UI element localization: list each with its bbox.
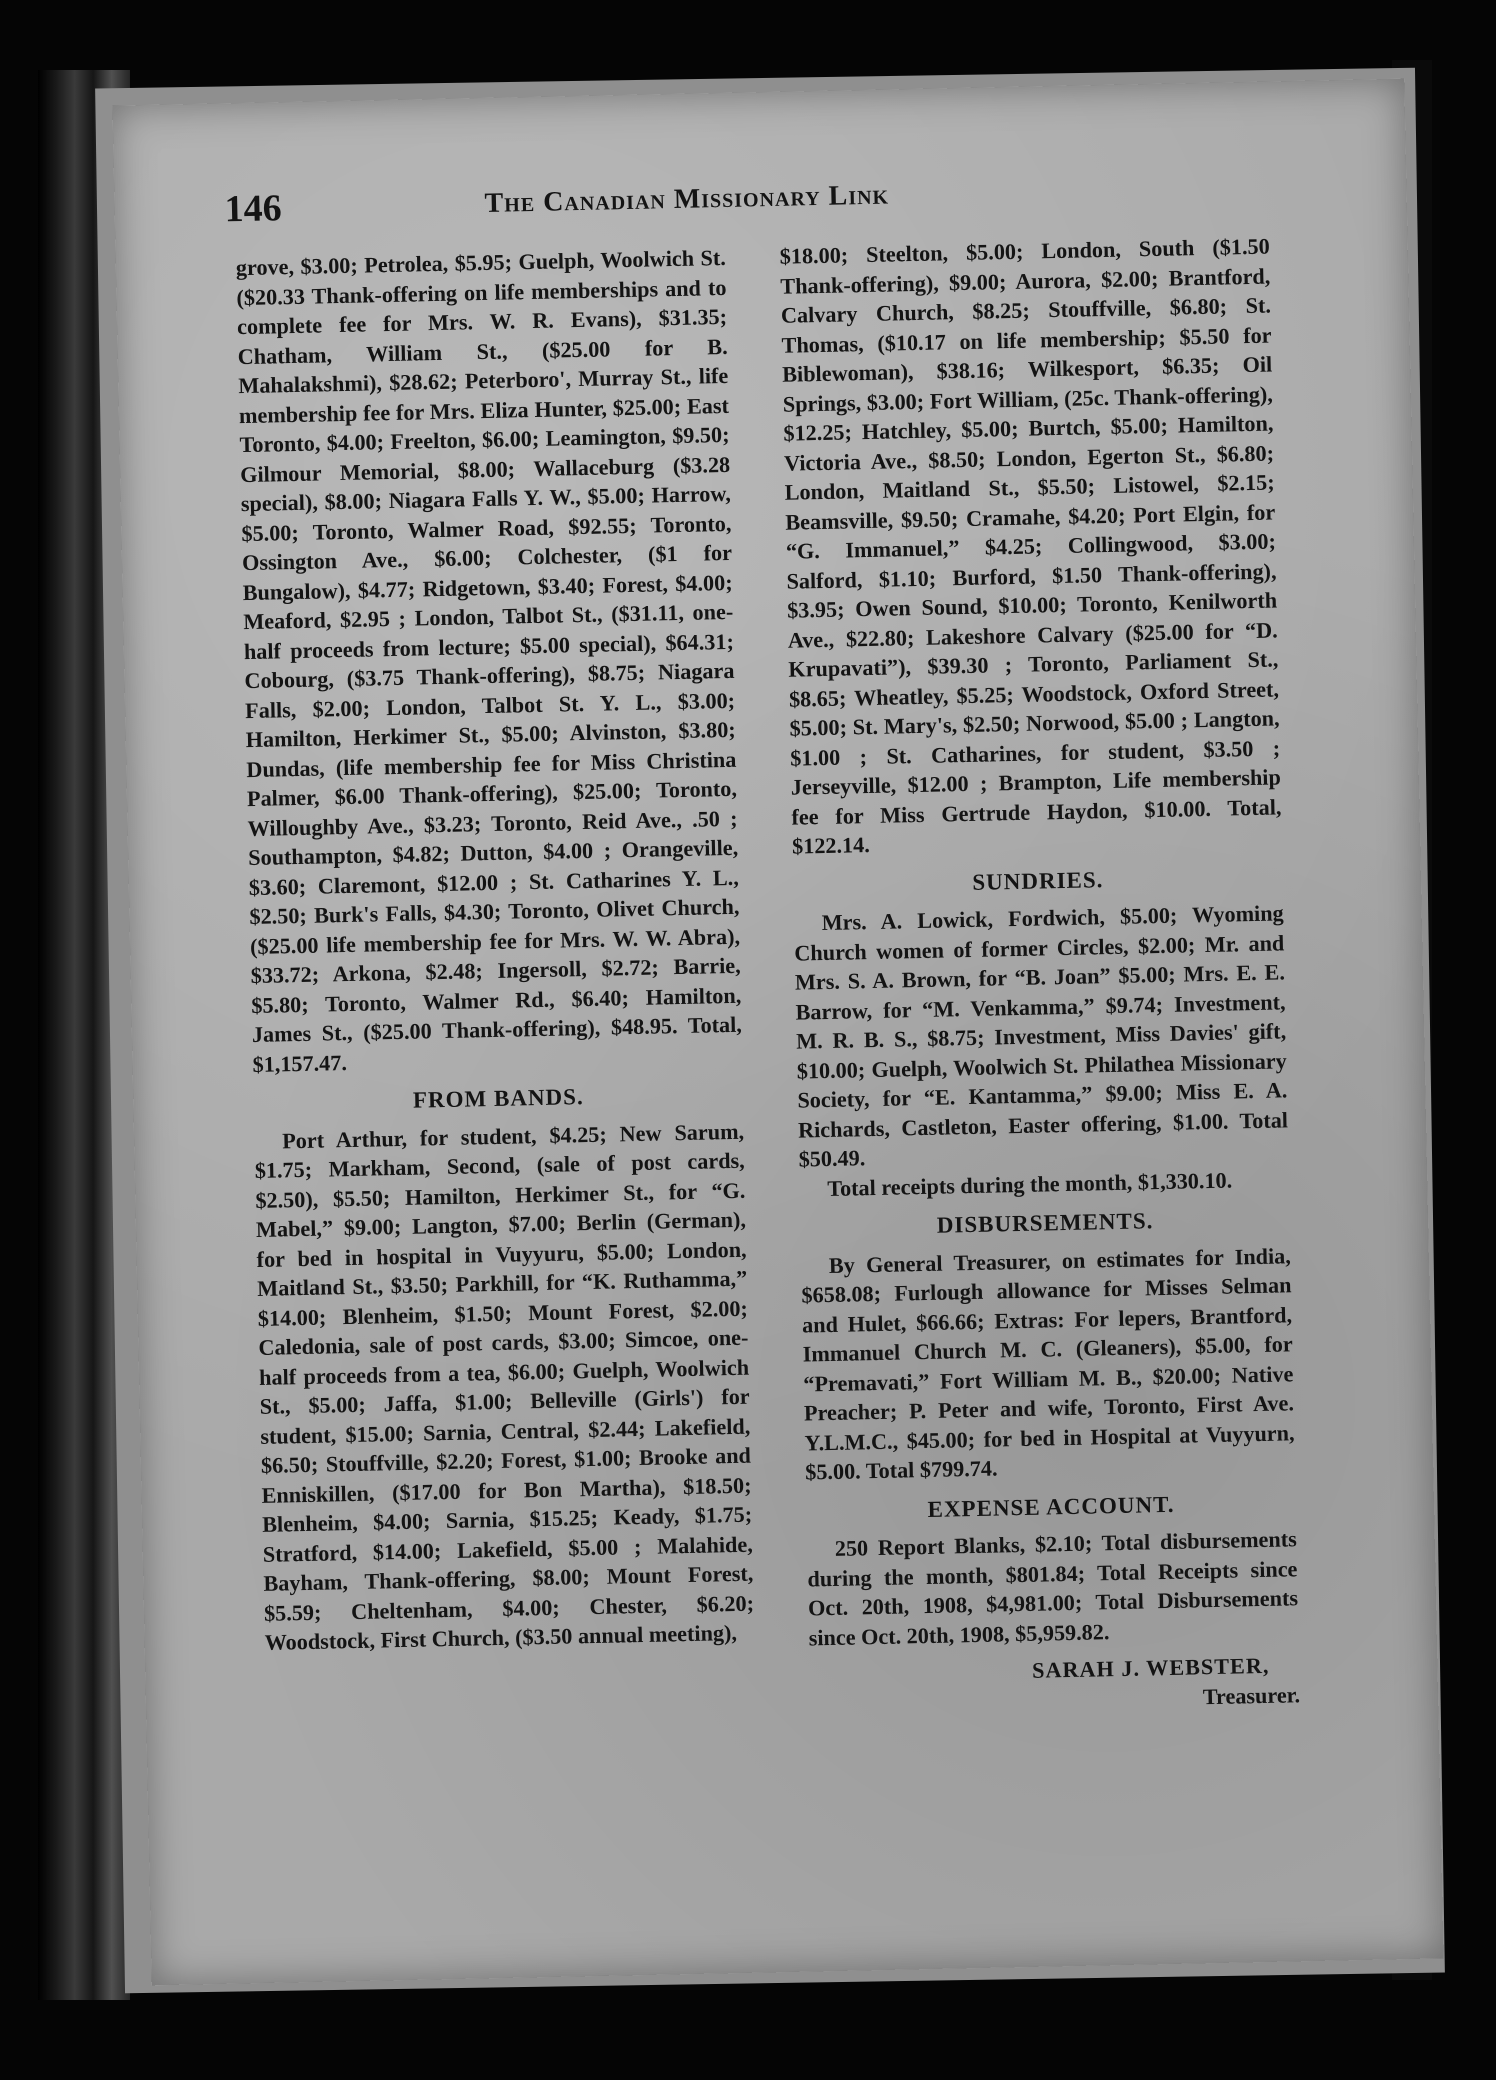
section-heading-sundries: SUNDRIES.: [972, 866, 1104, 895]
paragraph: By General Treasurer, on estimates for India, $658.08; Furlough allowance for Misses Selman and Hulet, $66.66; Extras: For lepers, Brantford, Immanuel Church M. C. (Gleaners), $5.00, for “Premavati,” Fort William M. B., $20.00; Native Preacher; P. Peter and wife, Toronto, First Ave. Y.L.M.C., $45.00; for bed in Hospital at Vuyyurn, $5.00. Total $799.74.: [801, 1242, 1295, 1485]
paragraph: grove, $3.00; Petrolea, $5.95; Guelph, Woolwich St. ($20.33 Thank-offering on life memberships and to complete fee for Mrs. W. R. Evans), $31.35; Chatham, William St., ($25.00 for B. Mahalakshmi), $28.62; Peterboro', Murray St., life membership fee for Mrs. Eliza Hunter, $25.00; East Toronto, $4.00; Freelton, $6.00; Leamington, $9.50; Gilmour Memorial, $8.00; Wallaceburg ($3.28 special), $8.00; Niagara Falls Y. W., $5.00; Harrow, $5.00; Toronto, Walmer Road, $92.55; Toronto, Ossington Ave., $6.00; Colchester, ($1 for Bungalow), $4.77; Ridgetown, $3.40; Forest, $4.00; Meaford, $2.95 ; London, Talbot St., ($31.11, one-half proceeds from lecture; $5.00 special), $64.31; Cobourg, ($3.75 Thank-offering), $8.75; Niagara Falls, $2.00; London, Talbot St. Y. L., $3.00; Hamilton, Herkimer St., $5.00; Alvinston, $3.80; Dundas, (life membership fee for Miss Christina Palmer, $6.00 Thank-offering), $25.00; Toronto, Willoughby Ave., $3.23; Toronto, Reid Ave., .50 ; Southampton, $4.82; Dutton, $4.00 ; Orangeville, $3.60; Claremont, $12.00 ; St. Catharines Y. L., $2.50; Burk's Falls, $4.30; Toronto, Olivet Church, ($25.00 life membership fee for Mrs. W. W. Abra), $33.72; Arkona, $2.48; Ingersoll, $2.72; Barrie, $5.80; Toronto, Walmer Rd., $6.40; Hamilton, James St., ($25.00 Thank-offering), $48.95. Total, $1,157.47.: [235, 244, 743, 1077]
page-number: 146: [224, 187, 283, 231]
printed-page: [112, 79, 1443, 1986]
paragraph: 250 Report Blanks, $2.10; Total disbursements during the month, $801.84; Total Receipts since Oct. 20th, 1908, $4,981.00; Total Disbursements since Oct. 20th, 1908, $5,959.82.: [807, 1526, 1299, 1650]
left-column: [236, 243, 755, 1657]
paragraph: $18.00; Steelton, $5.00; London, South ($1.50 Thank-offering), $9.00; Aurora, $2.00; Brantford, Calvary Church, $8.25; Stouffville, $6.80; St. Thomas, ($10.17 on life membership; $5.50 for Biblewoman), $38.16; Wilkesport, $6.35; Oil Springs, $3.00; Fort William, (25c. Thank-offering), $12.25; Hatchley, $5.00; Burtch, $5.00; Hamilton, Victoria Ave., $8.50; London, Egerton St., $6.80; London, Maitland St., $5.50; Listowel, $2.15; Beamsville, $9.50; Cramahe, $4.20; Port Elgin, for “G. Immanuel,” $4.25; Collingwood, $3.00; Salford, $1.10; Burford, $1.50 Thank-offering), $3.95; Owen Sound, $10.00; Toronto, Kenilworth Ave., $22.80; Lakeshore Calvary ($25.00 for “D. Krupavati”), $39.30 ; Toronto, Parliament St., $8.65; Wheatley, $5.25; Woodstock, Oxford Street, $5.00; St. Mary's, $2.50; Norwood, $5.00 ; Langton, $1.00 ; St. Catharines, for student, $3.50 ; Jerseyville, $12.00 ; Brampton, Life membership fee for Miss Gertrude Haydon, $10.00. Total, $122.14.: [779, 233, 1282, 859]
paragraph: Port Arthur, for student, $4.25; New Sarum, $1.75; Markham, Second, (sale of post cards, $2.50), $5.50; Hamilton, Herkimer St., for “G. Mabel,” $9.00; Langton, $7.00; Berlin (German), for bed in hospital in Vuyyuru, $5.00; London, Maitland St., $3.50; Parkhill, for “K. Ruthamma,” $14.00; Blenheim, $1.50; Mount Forest, $2.00; Caledonia, sale of post cards, $3.00; Simcoe, one-half proceeds from a tea, $6.00; Guelph, Woolwich St., $5.00; Jaffa, $1.00; Belleville (Girls') for student, $15.00; Sarnia, Central, $2.44; Lakefield, $6.50; Stouffville, $2.20; Forest, $1.00; Brooke and Enniskillen, ($17.00 for Bon Martha), $18.50; Blenheim, $4.00; Sarnia, $15.25; Keady, $1.75; Stratford, $14.00; Lakefield, $5.00 ; Malahide, Bayham, Thank-offering, $8.00; Mount Forest, $5.59; Cheltenham, $4.00; Chester, $6.20; Woodstock, First Church, ($3.50 annual meeting),: [254, 1118, 755, 1655]
right-column: [779, 232, 1300, 1720]
paragraph: Mrs. A. Lowick, Fordwich, $5.00; Wyoming Church women of former Circles, $2.00; Mr. and Mrs. S. A. Brown, for “B. Joan” $5.00; Mrs. E. E. Barrow, for “M. Venkamma,” $9.74; Investment, M. R. B. S., $8.75; Investment, Miss Davies' gift, $10.00; Guelph, Woolwich St. Philathea Missionary Society, for “E. Kantamma,” $9.00; Miss E. A. Richards, Castleton, Easter offering, $1.00. Total $50.49.: [794, 900, 1289, 1172]
section-heading-from-bands: FROM BANDS.: [412, 1084, 584, 1113]
signature-title: Treasurer.: [1202, 1681, 1301, 1709]
section-heading-disbursements: DISBURSEMENTS.: [936, 1208, 1154, 1238]
page-header: [224, 161, 1305, 244]
paragraph: Total receipts during the month, $1,330.10.: [827, 1167, 1233, 1201]
signature-name: SARAH J. WEBSTER,: [1031, 1652, 1270, 1683]
running-head: The Canadian Missionary Link: [484, 179, 890, 219]
section-heading-expense-account: EXPENSE ACCOUNT.: [927, 1491, 1175, 1522]
